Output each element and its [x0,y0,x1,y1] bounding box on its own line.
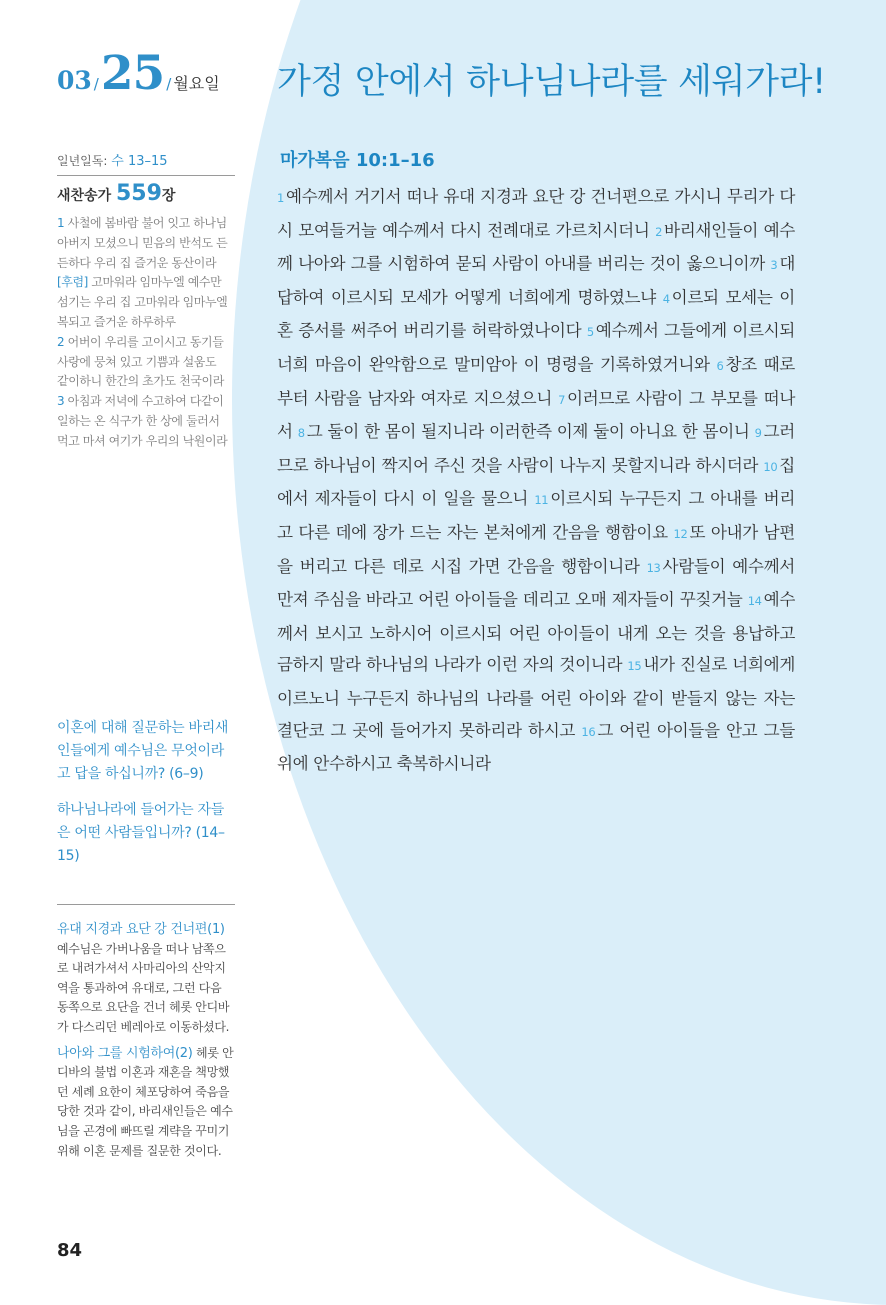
verse-text: 창조 때로부터 사람을 남자와 여자로 지으셨으니 [277,354,795,408]
verse-text: 대답하여 이르시되 모세가 어떻게 너희에게 명하였느냐 [277,254,795,307]
verse-text: 집에서 제자들이 다시 이 일을 물으니 [277,455,795,509]
verse-number: 11 [534,493,549,508]
hymn-line-text: 아침과 저녁에 수고하여 다같이 [64,394,224,409]
hymn-line: 복되고 즐거운 하루하루 [57,314,176,329]
hymn-line-text: 어버이 우리를 고이시고 동기들 [64,334,224,349]
date-weekday: 월요일 [173,74,220,93]
verse-text: 사람들이 예수께서 만져 주심을 바라고 어린 아이들을 데리고 오매 제자들이 꾸짖거늘 [277,556,795,610]
verse-text: 예수께서 그들에게 이르시되 너희 마음이 완악함으로 말미암아 이 명령을 기록하였거니와 [277,321,795,374]
hymn-line-text: 사철에 봄바람 불어 잇고 하나님 [64,216,227,230]
hymn-verse-marker: [후렴] [57,275,88,290]
hymn-line: 일하는 온 식구가 한 상에 둘러서 [57,413,220,428]
date-day: 25 [100,46,165,101]
page-title: 가정 안에서 하나님나라를 세워가라! [277,62,826,102]
verse-text: 내가 진실로 너희에게 이르노니 누구든지 하나님의 나라를 어린 아이와 같이 받들지 않는 자는 결단코 그 곳에 들어가지 못하리라 하시고 [277,655,795,740]
sidebar-divider [57,904,235,905]
verse-number: 9 [754,426,762,441]
scripture-reference: 마가복음 10:1–16 [280,150,435,171]
question-item: 하나님나라에 들어가는 자들은 어떤 사람들입니까? (14–15) [57,802,225,864]
sidebar-divider [57,175,235,176]
annual-reading [57,150,235,169]
verse-text: 이르시되 누구든지 그 아내를 버리고 다른 데에 장가 드는 자는 본처에게 간음을 행함이요 [277,489,795,542]
meditation-questions [57,717,235,881]
commentary-notes [57,920,235,1167]
verse-text: 바리새인들이 예수께 나아와 그를 시험하여 묻되 사람이 아내를 버리는 것이 옳으니이까 [277,220,795,274]
hymn-line [57,333,235,353]
verse-number: 10 [763,459,778,474]
note-keyword: 유대 지경과 요단 강 건너편(1) [57,922,225,937]
hymn-line [57,392,235,412]
note-keyword: 나아와 그를 시험하여(2) [57,1045,193,1061]
hymn-heading [57,181,235,206]
verse-number: 4 [662,291,670,306]
verse-number: 8 [297,426,305,441]
hymn-line: 같이하니 한간의 초가도 천국이라 [57,374,224,389]
verse-number: 13 [646,560,661,575]
hymn-line: 사랑에 뭉쳐 있고 기쁨과 설움도 [57,354,217,369]
note-item [57,920,235,1038]
hymn-label: 새찬송가 [57,188,112,204]
annual-reading-value: 수 13–15 [111,154,168,169]
verse-number: 2 [655,224,663,239]
verse-text: 그러므로 하나님이 짝지어 주신 것을 사람이 나누지 못할지니라 하시더라 [277,422,795,475]
question-item: 이혼에 대해 질문하는 바리새인들에게 예수님은 무엇이라고 답을 하십니까? (6–9) [57,720,229,782]
hymn-line-text: 고마워라 임마누엘 예수만 [87,275,222,290]
verse-number: 3 [770,258,778,273]
annual-reading-label: 일년일독: [57,154,108,168]
hymn-suffix: 장 [161,188,176,204]
verse-text: 그 어린 아이들을 안고 그들 위에 안수하시고 축복하시니라 [277,720,795,774]
date-month: 03 [57,66,92,95]
hymn-line: 섬기는 우리 집 고마워라 임마누엘 [57,295,228,310]
verse-text: 예수께서 보시고 노하시어 이르시되 어린 아이들이 내게 오는 것을 용납하고 금하지 말라 하나님의 나라가 이런 자의 것이니라 [277,590,795,675]
note-item [57,1044,235,1162]
hymn-line: 먹고 마셔 여기가 우리의 낙원이라 [57,433,228,448]
verse-number: 16 [581,724,596,739]
hymn-line: 든하다 우리 집 즐거운 동산이라 [57,255,217,270]
hymn-line [57,214,235,234]
hymn-lyrics [57,214,235,452]
verse-number: 12 [673,526,688,541]
hymn-verse-marker: 2 [57,334,65,349]
verse-text: 또 아내가 남편을 버리고 다른 데로 시집 가면 간음을 행함이니라 [277,522,795,576]
page-number: 84 [57,1240,83,1261]
verse-number: 6 [716,358,724,373]
scripture-passage [277,181,795,780]
verse-number: 14 [747,594,762,609]
hymn-line [57,273,235,293]
date-heading: 03 /25 / 월요일 [57,46,220,101]
verse-text: 그 둘이 한 몸이 될지니라 이러한즉 이제 둘이 아니요 한 몸이니 [306,422,750,442]
verse-number: 1 [277,191,284,205]
hymn-verse-marker: 1 [57,216,65,230]
hymn-verse-marker: 3 [57,394,65,409]
note-text: 예수님은 가버나움을 떠나 남쪽으로 내려가셔서 사마리아의 산악지역을 통과하여 유대로, 그런 다음 동쪽으로 요단을 건너 헤롯 안디바가 다스리던 베레아로 이동하셨다. [57,941,230,1034]
hymn-number: 559 [115,181,162,206]
verse-text: 이르되 모세는 이혼 증서를 써주어 버리기를 허락하였나이다 [277,287,795,341]
hymn-line: 아버지 모셨으니 믿음의 반석도 든 [57,235,228,250]
verse-number: 15 [627,659,642,674]
verse-text: 예수께서 거기서 떠나 유대 지경과 요단 강 건너편으로 가시니 무리가 다시 모여들거늘 예수께서 다시 전례대로 가르치시더니 [277,187,795,240]
verse-number: 5 [586,325,594,340]
verse-number: 7 [558,392,566,407]
verse-text: 이러므로 사람이 그 부모를 떠나서 [277,388,795,442]
note-text: 헤롯 안디바의 불법 이혼과 재혼을 책망했던 세례 요한이 체포당하여 죽음을 당한 것과 같이, 바리새인들은 예수님을 곤경에 빠뜨릴 계략을 꾸미기 위해 이혼 문제를 질문한 것이다. [57,1045,234,1158]
